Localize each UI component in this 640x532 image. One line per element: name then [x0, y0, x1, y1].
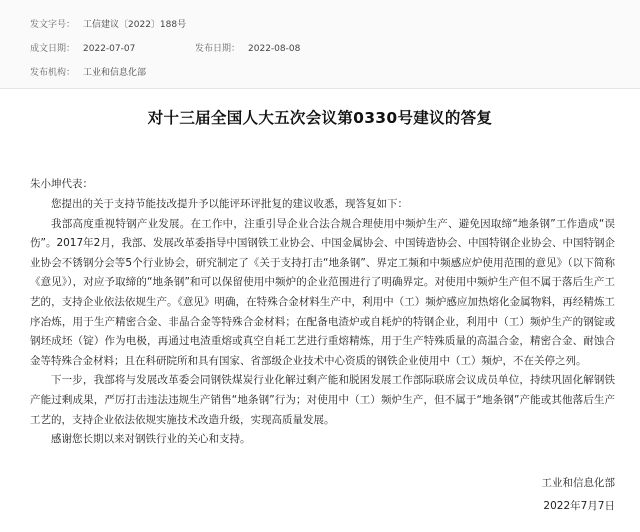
- date-published-label: 发布日期：: [195, 44, 241, 54]
- paragraph-intro: 您提出的关于支持节能技改提升予以能评环评批复的建议收悉，现答复如下：: [51, 198, 408, 210]
- paragraph-thanks: 感谢您长期以来对钢铁行业的关心和支持。: [51, 433, 251, 446]
- issuer-label: 发布机构：: [30, 68, 76, 78]
- date-published-group: [195, 40, 300, 58]
- date-written-value: 2022-07-07: [83, 44, 136, 54]
- issuer-row: [30, 64, 146, 82]
- paragraph-next-steps: 下一步，我部将与发展改革委会同钢铁煤炭行业化解过剩产能和脱困发展工作部际联席会议成员单位，持续巩固化解钢铁产能过剩成果，严厉打击违法违规生产销售“地条钢”行为；对使用中（工）频炉生产，但不属于“地条钢”产能或其他落后生产工艺的，支持企业依法依规实施技术改造升级，实现高质量发展。: [30, 374, 615, 426]
- dates-row: [30, 40, 301, 58]
- doc-number-row: [30, 16, 186, 34]
- date-published-value: 2022-08-08: [248, 44, 301, 54]
- document-metadata-panel: [0, 0, 640, 89]
- addressee: 朱小坤代表：: [30, 178, 93, 190]
- signature-date: 2022年7月7日: [543, 500, 615, 512]
- date-written-label: 成文日期：: [30, 44, 76, 54]
- doc-number-label: 发文字号：: [30, 20, 76, 30]
- signature-org: 工业和信息化部: [541, 477, 615, 489]
- paragraph-background: 我部高度重视特钢产业发展。在工作中，注重引导企业合法合规合理使用中频炉生产、避免因取缔“地条钢”工作造成“误伤”。2017年2月，我部、发展改革委指导中国钢铁工业协会、中国金属协会、中国铸造协会、中国特钢企业协会、中国特钢企业协会不锈钢分会等5个行业协会，研究制定了《关于支持打击“地条钢”、界定工频和中频感应炉使用范围的意见》（以下简称《意见》），对应予取缔的“地条钢”和可以保留使用中频炉的企业范围进行了明确界定。对使用中频炉生产但不属于落后生产工艺的，支持企业依法依规生产。《意见》明确，在特殊合金材料生产中，利用中（工）频炉感应加热熔化金属物料，再经精炼工序冶炼，用于生产精密合金、非晶合金等特殊合金材料；在配备电渣炉或自耗炉的特钢企业，利用中（工）频炉生产的钢锭或钢坯成坯（锭）作为电极，再通过电渣重熔或真空自耗工艺进行重熔精炼，用于生产特殊质量的高温合金，精密合金、耐蚀合金等特殊合金材料；且在科研院所和具有国家、省部级企业技术中心资质的钢铁企业使用中（工）频炉，不在关停之列。: [30, 217, 615, 367]
- document-title: 对十三届全国人大五次会议第0330号建议的答复: [147, 109, 493, 127]
- issuer-value: 工业和信息化部: [83, 68, 147, 78]
- signature-block: [542, 472, 616, 518]
- doc-number-value: 工信建议〔2022〕188号: [83, 20, 187, 30]
- document-body: [30, 195, 615, 450]
